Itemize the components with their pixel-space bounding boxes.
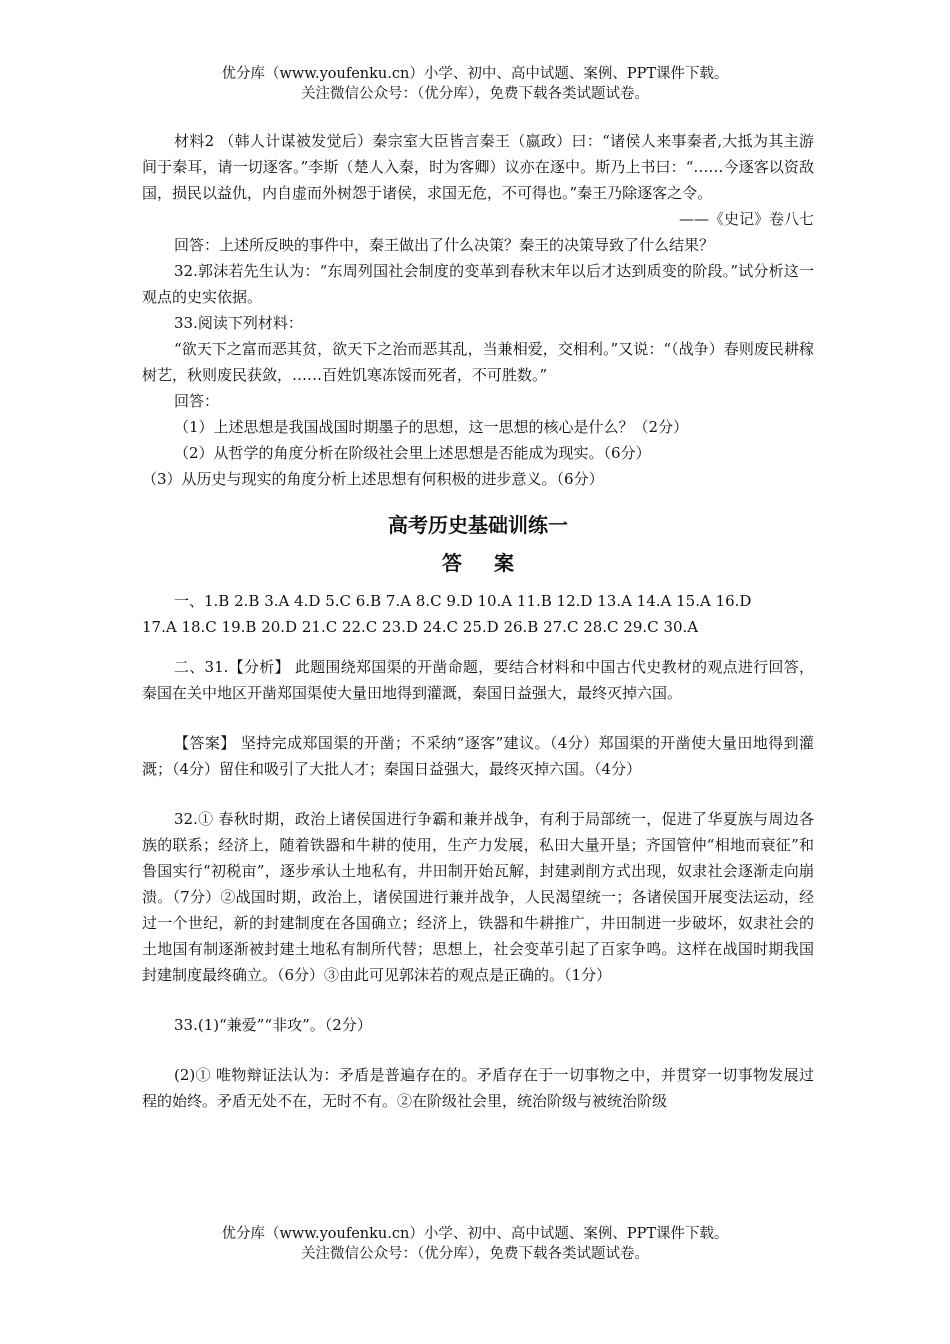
- page-header: [0, 64, 950, 104]
- question-33-material: “欲天下之富而恶其贫，欲天下之治而恶其乱，当兼相爱，交相利。”又说：“（战争）春则废民耕稼树艺，秋则废民获敛，……百姓饥寒冻馁而死者，不可胜数。”: [142, 340, 814, 384]
- question-33-part-3: （3）从历史与现实的角度分析上述思想有何积极的进步意义。（6分）: [142, 470, 604, 488]
- page-footer: [0, 1224, 950, 1264]
- material-2: 材料2 （韩人计谋被发觉后）秦宗室大臣皆言秦王（嬴政）曰：“诸侯人来事秦者,大抵为其主游间于秦耳，请一切逐客。”李斯（楚人入秦，时为客卿）议亦在逐中。斯乃上书曰：“……今逐客以资敌国，损民以益仇，内自虚而外树怨于诸侯，求国无危，不可得也。”秦王乃除逐客之令。: [142, 132, 814, 202]
- document-body: [142, 128, 814, 1114]
- question-32: 32.郭沫若先生认为：“东周列国社会制度的变革到春秋末年以后才达到质变的阶段。”试分析这一观点的史实依据。: [142, 262, 814, 306]
- answer-31-answer: 【答案】 坚持完成郑国渠的开凿；不采纳“逐客”建议。（4分）郑国渠的开凿使大量田地得到灌溉；（4分）留住和吸引了大批人才；秦国日益强大，最终灭掉六国。（4分）: [142, 734, 814, 778]
- answer-31-analysis: 二、31.【分析】 此题围绕郑国渠的开凿命题，要结合材料和中国古代史教材的观点进行回答，秦国在关中地区开凿郑国渠使大量田地得到灌溉，秦国日益强大，最终灭掉六国。: [142, 658, 814, 702]
- question-33-part-2: （2）从哲学的角度分析在阶级社会里上述思想是否能成为现实。（6分）: [174, 444, 651, 462]
- question-33-intro: 33.阅读下列材料：: [174, 314, 303, 332]
- question-33-answer-label: 回答：: [174, 392, 220, 410]
- footer-line-2: 关注微信公众号：（优分库），免费下载各类试题试卷。: [301, 1246, 649, 1262]
- answers-title: 高考历史基础训练一: [388, 513, 568, 537]
- answers-heading: 答案: [442, 551, 546, 575]
- header-line-2: 关注微信公众号：（优分库），免费下载各类试题试卷。: [301, 86, 649, 102]
- material-2-source: ——《史记》卷八七: [678, 210, 814, 228]
- answer-33-part-2: (2)① 唯物辩证法认为：矛盾是普遍存在的。矛盾存在于一切事物之中，并贯穿一切事物发展过程的始终。矛盾无处不在，无时不有。②在阶级社会里，统治阶级与被统治阶级: [142, 1066, 814, 1110]
- footer-line-1: 优分库（www.youfenku.cn）小学、初中、高中试题、案例、PPT课件下载。: [221, 1226, 729, 1242]
- choice-answers-line-1: 一、1.B 2.B 3.A 4.D 5.C 6.B 7.A 8.C 9.D 10.A 11.B 12.D 13.A 14.A 15.A 16.D: [174, 592, 752, 610]
- question-31-ask: 回答：上述所反映的事件中，秦王做出了什么决策？秦王的决策导致了什么结果？: [174, 236, 715, 254]
- header-line-1: 优分库（www.youfenku.cn）小学、初中、高中试题、案例、PPT课件下载。: [221, 66, 729, 82]
- answer-33-part-1: 33.(1)“兼爱”“非攻”。（2分）: [174, 1016, 372, 1034]
- question-33-part-1: （1）上述思想是我国战国时期墨子的思想，这一思想的核心是什么？（2分）: [174, 418, 689, 436]
- answer-32: 32.① 春秋时期，政治上诸侯国进行争霸和兼并战争，有利于局部统一，促进了华夏族与周边各族的联系；经济上，随着铁器和牛耕的使用，生产力发展，私田大量开垦；齐国管仲“相地而衰征”和鲁国实行“初税亩”，逐步承认土地私有，井田制开始瓦解，封建剥削方式出现，奴隶社会逐渐走向崩溃。（7分）②战国时期，政治上，诸侯国进行兼并战争，人民渴望统一；各诸侯国开展变法运动，经过一个世纪，新的封建制度在各国确立；经济上，铁器和牛耕推广，井田制进一步破坏，奴隶社会的土地国有制逐渐被封建土地私有制所代替；思想上，社会变革引起了百家争鸣。这样在战国时期我国封建制度最终确立。（6分）③由此可见郭沫若的观点是正确的。（1分）: [142, 810, 814, 984]
- choice-answers-line-2: 17.A 18.C 19.B 20.D 21.C 22.C 23.D 24.C 25.D 26.B 27.C 28.C 29.C 30.A: [142, 618, 699, 636]
